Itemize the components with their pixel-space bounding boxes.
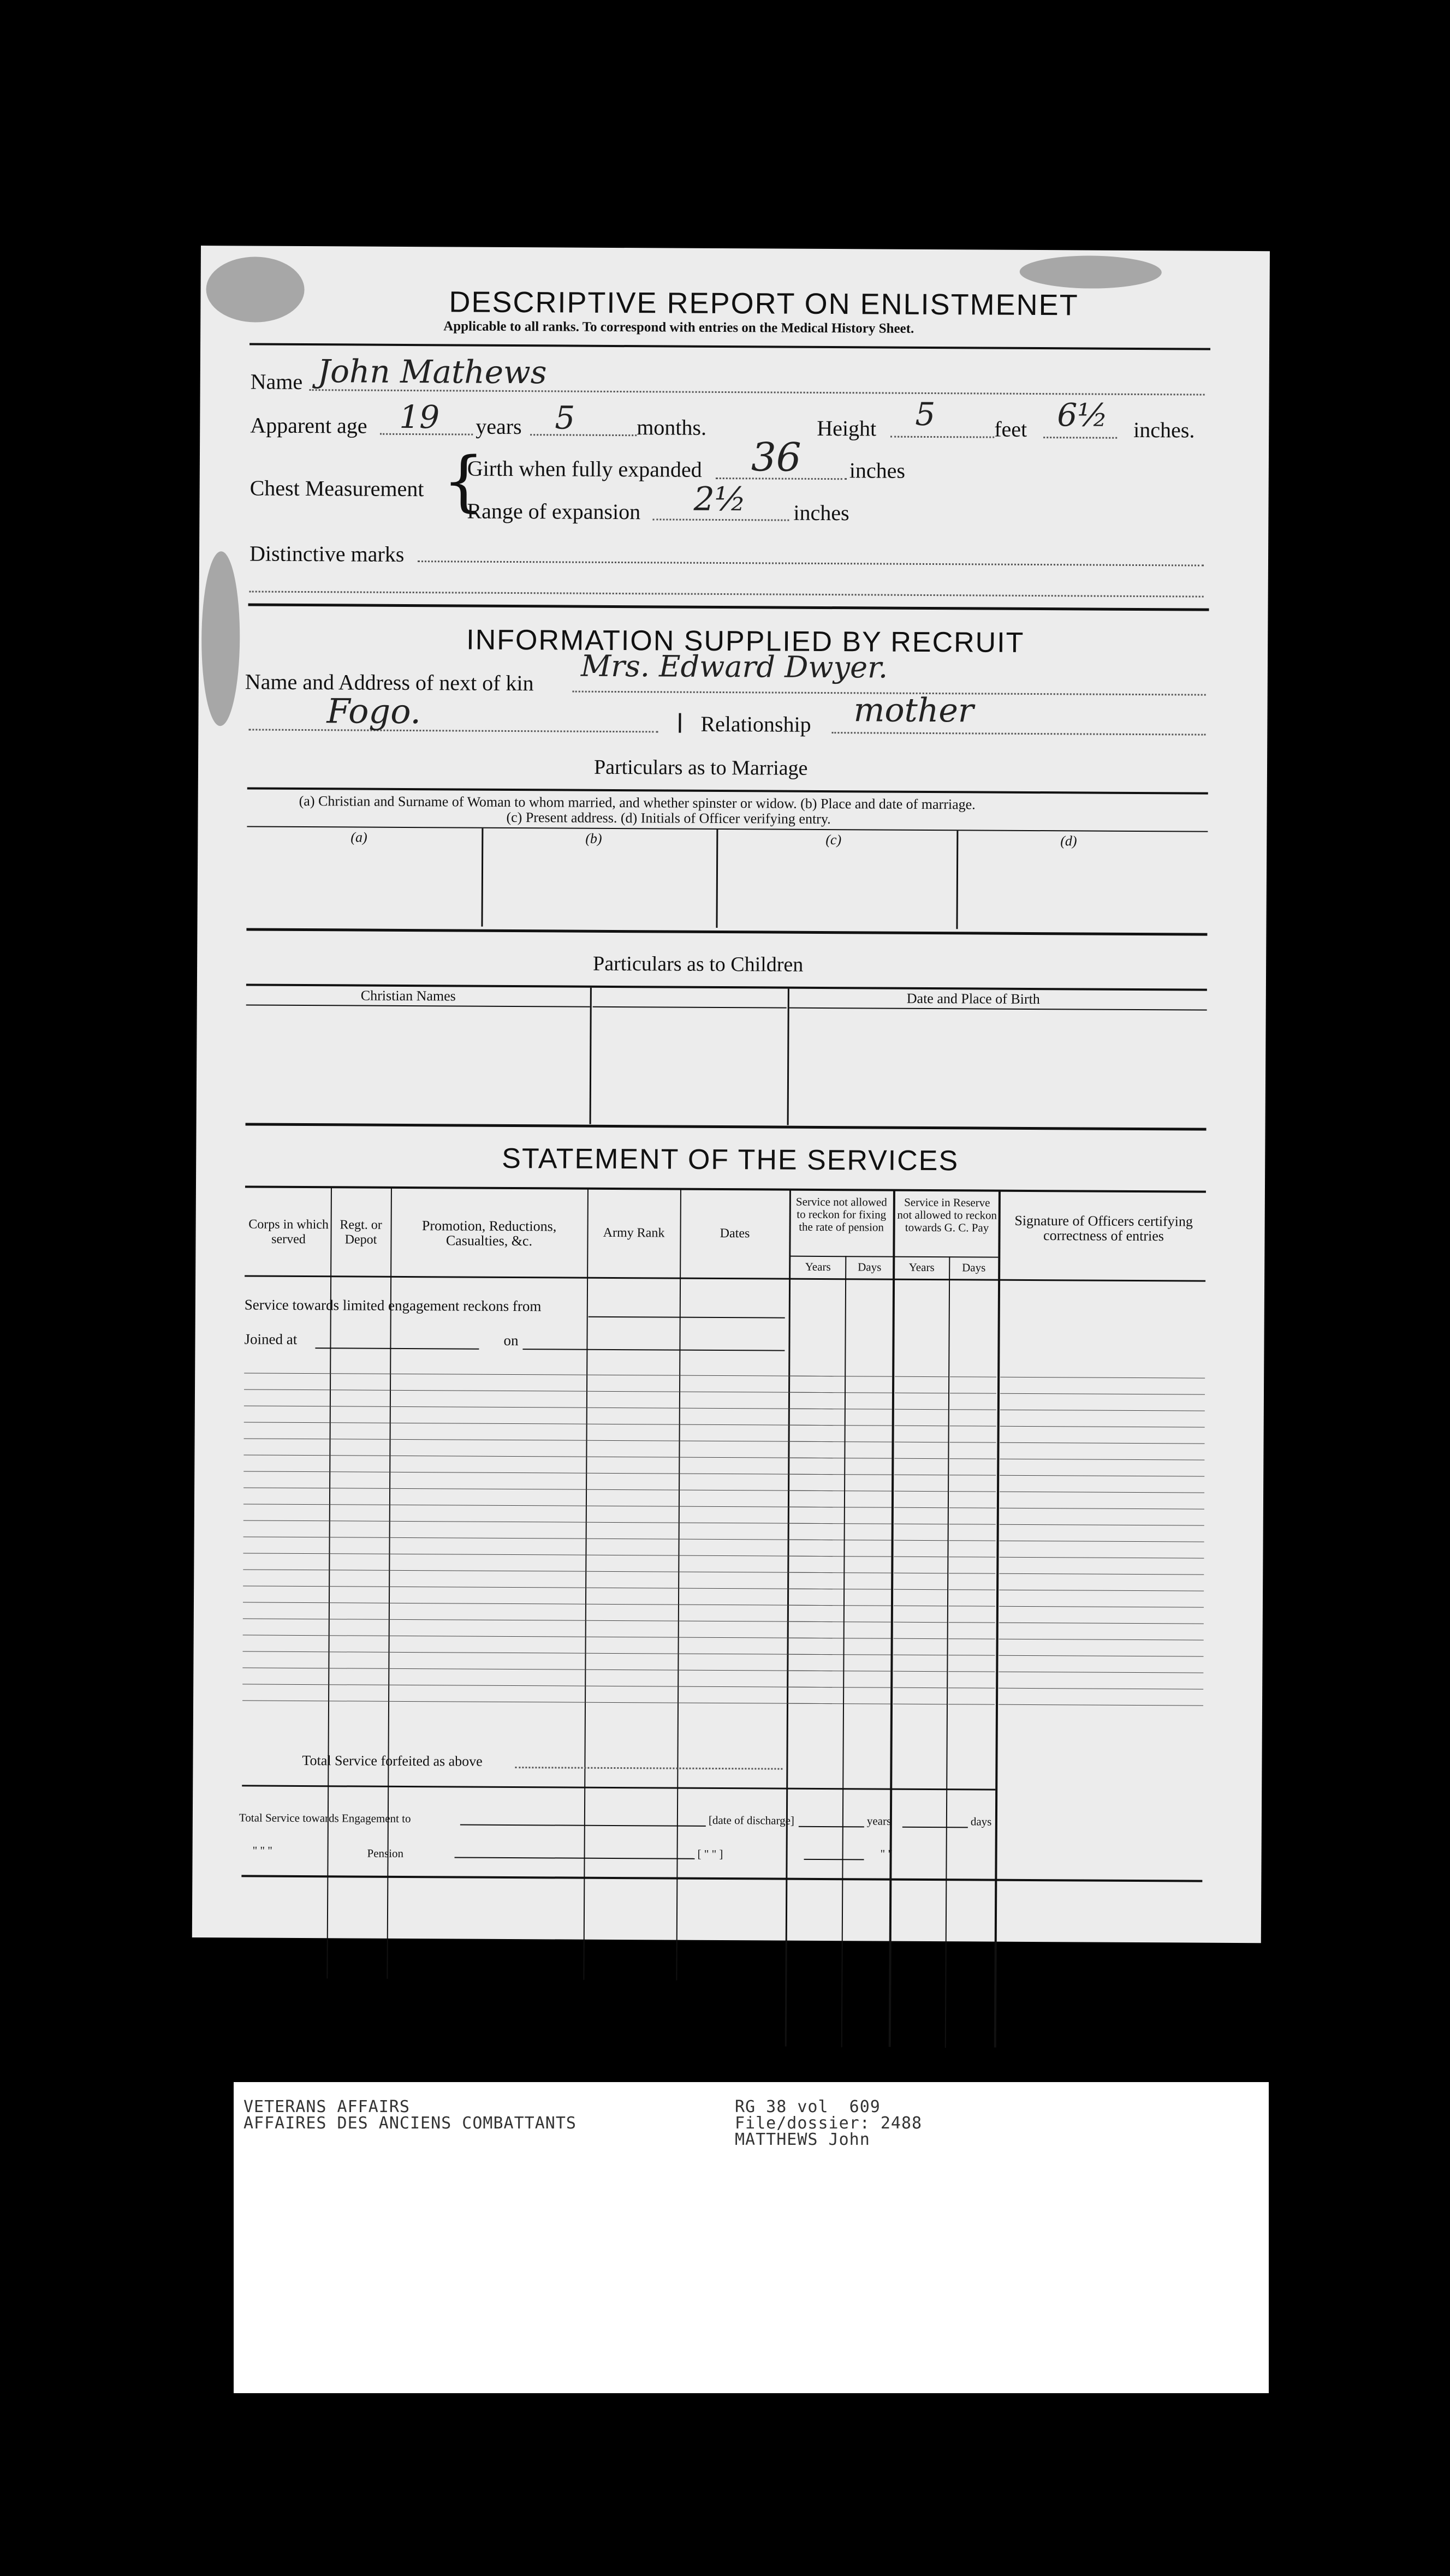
table-row-line <box>243 1504 833 1507</box>
brace: { <box>442 443 485 520</box>
rule <box>799 1826 864 1828</box>
table-row-line <box>999 1623 1204 1624</box>
table-row-line <box>789 1605 843 1606</box>
hdr-days-2: Days <box>962 1261 986 1274</box>
table-row-line <box>894 1524 948 1525</box>
hdr-dates: Dates <box>720 1226 750 1241</box>
rule <box>315 1347 479 1350</box>
table-row-line <box>243 1602 833 1606</box>
table-row-line <box>243 1635 833 1638</box>
years-label: years <box>866 1814 892 1828</box>
table-row-line <box>950 1376 996 1377</box>
marks-line <box>418 560 1204 567</box>
forfeited-label: Total Service forfeited as above <box>302 1752 483 1769</box>
table-row-line <box>1000 1475 1204 1477</box>
girth-unit: inches <box>849 458 906 483</box>
table-row-line <box>999 1688 1203 1690</box>
services-heading: STATEMENT OF THE SERVICES <box>502 1142 959 1177</box>
table-row-line <box>788 1687 843 1688</box>
table-row-line <box>790 1409 845 1410</box>
relationship-line <box>831 732 1205 736</box>
table-row-line <box>244 1405 834 1409</box>
stain <box>201 551 240 726</box>
table-row-line <box>1000 1426 1205 1428</box>
file-number: File/dossier: 2488 <box>735 2114 923 2133</box>
months-label: months. <box>637 415 707 440</box>
table-row-line <box>894 1573 947 1574</box>
table-row-line <box>243 1454 833 1458</box>
table-row-line <box>789 1458 844 1459</box>
marks-line-2 <box>249 591 1204 597</box>
relationship-value: mother <box>853 691 974 730</box>
table-row-line <box>1000 1541 1204 1542</box>
stain <box>206 257 305 323</box>
age-years-value: 19 <box>399 398 440 436</box>
rule <box>522 1349 785 1351</box>
table-row-line <box>789 1572 843 1573</box>
rule <box>589 1316 785 1319</box>
dept-fr: AFFAIRES DES ANCIENS COMBATTANTS <box>243 2114 577 2133</box>
marriage-col-c: (c) <box>825 832 842 848</box>
rule <box>246 1123 1207 1130</box>
table-row-line <box>1000 1442 1205 1444</box>
table-row-line <box>244 1422 834 1426</box>
table-row-line <box>894 1458 948 1459</box>
col-divider <box>785 1190 791 2047</box>
table-row-line <box>895 1376 948 1378</box>
table-row-line <box>243 1487 833 1491</box>
table-row-line <box>893 1655 947 1656</box>
table-row-line <box>845 1621 891 1622</box>
table-row-line <box>895 1442 948 1443</box>
name-value: John Mathews <box>317 353 547 391</box>
hdr-years-2: Years <box>908 1260 935 1274</box>
table-row-line <box>788 1654 843 1655</box>
table-row-line <box>893 1704 947 1705</box>
table-row-line <box>243 1585 833 1589</box>
kin-address-line <box>248 729 658 732</box>
table-row-line <box>949 1507 996 1508</box>
range-line <box>652 518 789 521</box>
rule <box>247 826 1208 832</box>
table-row-line <box>845 1572 891 1573</box>
table-row-line <box>243 1553 833 1557</box>
table-row-line <box>999 1639 1204 1641</box>
table-row-line <box>999 1557 1204 1559</box>
table-row-line <box>1000 1410 1205 1411</box>
joined-label: Joined at <box>244 1331 298 1347</box>
limited-engagement-label: Service towards limited engagement reckons from <box>244 1296 542 1315</box>
table-row-line <box>999 1704 1203 1706</box>
table-row-line <box>788 1671 843 1672</box>
table-row-line <box>789 1490 844 1492</box>
table-row-line <box>789 1621 843 1623</box>
days-label: days <box>970 1815 992 1828</box>
marriage-col-a: (a) <box>350 829 367 845</box>
person-name: MATTHEWS John <box>735 2130 870 2149</box>
table-row-line <box>949 1638 995 1639</box>
hdr-corps: Corps in which served <box>248 1217 329 1247</box>
kin-address: Fogo. <box>326 691 421 732</box>
rule <box>241 1875 1202 1882</box>
dept-en: VETERANS AFFAIRS <box>243 2097 410 2116</box>
table-row-line <box>895 1393 948 1394</box>
towards-label: Total Service towards Engagement to <box>239 1811 411 1826</box>
discharge-label: [date of discharge] <box>708 1813 795 1827</box>
table-row-line <box>845 1605 891 1606</box>
age-months-value: 5 <box>555 399 575 437</box>
pension-mid: [ " " ] <box>697 1847 723 1861</box>
height-inches-line <box>1043 437 1117 439</box>
stain <box>1020 255 1162 289</box>
age-months-line <box>530 434 637 436</box>
table-row-line <box>894 1622 947 1623</box>
table-row-line <box>949 1622 995 1623</box>
table-row-line <box>789 1474 844 1475</box>
table-row-line <box>789 1556 843 1557</box>
marriage-note-2: (c) Present address. (d) Initials of Officer verifying entry. <box>506 809 831 827</box>
table-row-line <box>846 1425 892 1426</box>
marriage-col-d: (d) <box>1060 833 1077 849</box>
table-row-line <box>844 1703 890 1704</box>
marriage-note-1: (a) Christian and Surname of Woman to whom married, and whether spinster or widow. (b) Place and date of marriage. <box>299 792 976 813</box>
inches-label: inches. <box>1133 417 1195 443</box>
table-row-line <box>895 1426 948 1427</box>
marks-label: Distinctive marks <box>249 541 405 567</box>
rule <box>246 928 1207 935</box>
col-divider <box>994 1191 1001 2048</box>
table-row-line <box>243 1618 833 1622</box>
table-row-line <box>789 1589 843 1590</box>
table-row-line <box>243 1536 833 1540</box>
table-row-line <box>845 1556 891 1557</box>
services-grid <box>201 246 1270 251</box>
pension-label: Pension <box>367 1846 404 1860</box>
table-row-line <box>893 1671 947 1672</box>
kin-label: Name and Address of next of kin <box>245 669 534 696</box>
forfeited-line <box>515 1767 782 1770</box>
rule <box>245 1275 1205 1281</box>
table-row-line <box>790 1376 845 1377</box>
table-row-line <box>244 1438 834 1442</box>
hdr-days-1: Days <box>858 1260 882 1274</box>
height-inches-value: 6½ <box>1057 396 1108 434</box>
record-group: RG 38 vol 609 <box>735 2097 881 2116</box>
chest-label: Chest Measurement <box>249 475 424 502</box>
table-row-line <box>844 1654 890 1655</box>
col-divider <box>787 989 789 1125</box>
range-value: 2½ <box>693 480 747 519</box>
table-row-line <box>789 1540 844 1541</box>
col-divider <box>590 988 592 1124</box>
col-divider <box>676 1189 681 1981</box>
feet-label: feet <box>994 416 1027 442</box>
table-row-line <box>1000 1459 1204 1460</box>
table-row-line <box>894 1491 948 1492</box>
table-row-line <box>949 1540 996 1541</box>
marriage-col-b: (b) <box>585 830 602 846</box>
col-divider <box>481 828 483 927</box>
rule <box>248 603 1209 611</box>
table-row-line <box>999 1655 1203 1657</box>
col-divider <box>956 831 958 929</box>
table-row-line <box>788 1703 843 1704</box>
years-label: years <box>476 414 522 439</box>
table-row-line <box>948 1687 995 1688</box>
recruit-heading: INFORMATION SUPPLIED BY RECRUIT <box>466 624 1025 659</box>
table-row-line <box>789 1523 844 1524</box>
rule <box>902 1827 968 1828</box>
on-label: on <box>503 1332 519 1349</box>
separator <box>679 713 681 733</box>
form-title: DESCRIPTIVE REPORT ON ENLISTMENET <box>449 285 1079 322</box>
col-divider <box>583 1189 589 1980</box>
table-row-line <box>846 1441 892 1442</box>
range-label: Range of expansion <box>467 498 641 524</box>
table-row-line <box>894 1606 947 1607</box>
table-row-line <box>894 1557 947 1558</box>
table-row-line <box>894 1540 948 1541</box>
col-divider <box>716 830 718 928</box>
table-row-line <box>999 1672 1203 1673</box>
hdr-reserve: Service in Reserve not allowed to reckon towards G. C. Pay <box>897 1195 997 1235</box>
table-row-line <box>789 1638 843 1639</box>
table-row-line <box>999 1606 1204 1608</box>
pension-end: " " <box>880 1847 893 1861</box>
rule <box>455 1857 695 1859</box>
table-row-line <box>243 1569 833 1573</box>
hdr-signature: Signature of Officers certifying correctness of entries <box>1014 1212 1193 1244</box>
height-label: Height <box>817 415 877 441</box>
table-row-line <box>1000 1524 1204 1526</box>
table-row-line <box>790 1441 845 1442</box>
hdr-not-allowed: Service not allowed to reckon for fixing the rate of pension <box>795 1195 887 1234</box>
table-row-line <box>243 1520 833 1524</box>
hdr-years-1: Years <box>805 1260 831 1274</box>
table-row-line <box>948 1671 995 1672</box>
table-row-line <box>243 1651 833 1655</box>
table-row-line <box>949 1589 995 1590</box>
table-row-line <box>244 1373 834 1376</box>
children-col-names: Christian Names <box>360 987 456 1004</box>
marriage-heading: Particulars as to Marriage <box>593 755 808 780</box>
table-row-line <box>894 1475 948 1476</box>
table-row-line <box>1000 1492 1204 1493</box>
rule <box>242 1785 995 1790</box>
age-label: Apparent age <box>250 413 367 438</box>
table-row-line <box>790 1392 845 1393</box>
rule <box>804 1859 864 1861</box>
col-divider <box>945 1256 950 2048</box>
height-feet-value: 5 <box>915 395 936 433</box>
girth-label: Girth when fully expanded <box>467 456 702 482</box>
table-row-line <box>845 1523 892 1524</box>
rule <box>246 1004 590 1007</box>
table-row-line <box>1000 1393 1205 1395</box>
pension-prefix: " " " <box>252 1844 272 1857</box>
table-row-line <box>999 1590 1204 1591</box>
rule <box>245 1185 1206 1192</box>
enlistment-form <box>192 246 1270 1943</box>
table-row-line <box>894 1638 947 1639</box>
col-divider <box>889 1190 895 2047</box>
form-subtitle: Applicable to all ranks. To correspond with entries on the Medical History Sheet. <box>443 319 914 336</box>
table-row-line <box>950 1409 996 1410</box>
girth-value: 36 <box>751 434 801 480</box>
table-row-line <box>894 1589 947 1590</box>
table-row-line <box>242 1667 832 1671</box>
table-row-line <box>790 1425 845 1426</box>
table-row-line <box>893 1687 947 1689</box>
table-row-line <box>949 1458 996 1459</box>
archive-label <box>234 2082 1269 2393</box>
table-row-line <box>949 1491 996 1492</box>
table-row-line <box>244 1389 834 1393</box>
children-col-birth: Date and Place of Birth <box>906 990 1040 1007</box>
name-label: Name <box>250 369 303 394</box>
col-divider <box>841 1256 847 2047</box>
table-row-line <box>1000 1508 1204 1510</box>
table-row-line <box>242 1700 832 1704</box>
table-row-line <box>243 1471 833 1475</box>
hdr-rank: Army Rank <box>603 1225 665 1241</box>
rule <box>789 1007 1207 1011</box>
table-row-line <box>894 1507 948 1508</box>
table-row-line <box>845 1474 892 1475</box>
rule <box>249 343 1210 350</box>
hdr-regt: Regt. or Depot <box>340 1218 382 1247</box>
table-row-line <box>846 1392 892 1393</box>
table-row-line <box>845 1490 892 1491</box>
table-row-line <box>789 1507 844 1508</box>
table-row-line <box>242 1684 832 1687</box>
hdr-promotion: Promotion, Reductions, Casualties, &c. <box>421 1218 557 1249</box>
rule <box>593 1006 787 1009</box>
relationship-label: Relationship <box>700 711 811 737</box>
rule <box>460 1824 706 1827</box>
range-unit: inches <box>793 500 849 526</box>
height-feet-line <box>890 436 994 438</box>
children-heading: Particulars as to Children <box>593 952 804 976</box>
table-row-line <box>999 1573 1204 1575</box>
table-row-line <box>895 1409 948 1410</box>
kin-name: Mrs. Edward Dwyer. <box>580 648 888 685</box>
table-row-line <box>1000 1377 1205 1379</box>
